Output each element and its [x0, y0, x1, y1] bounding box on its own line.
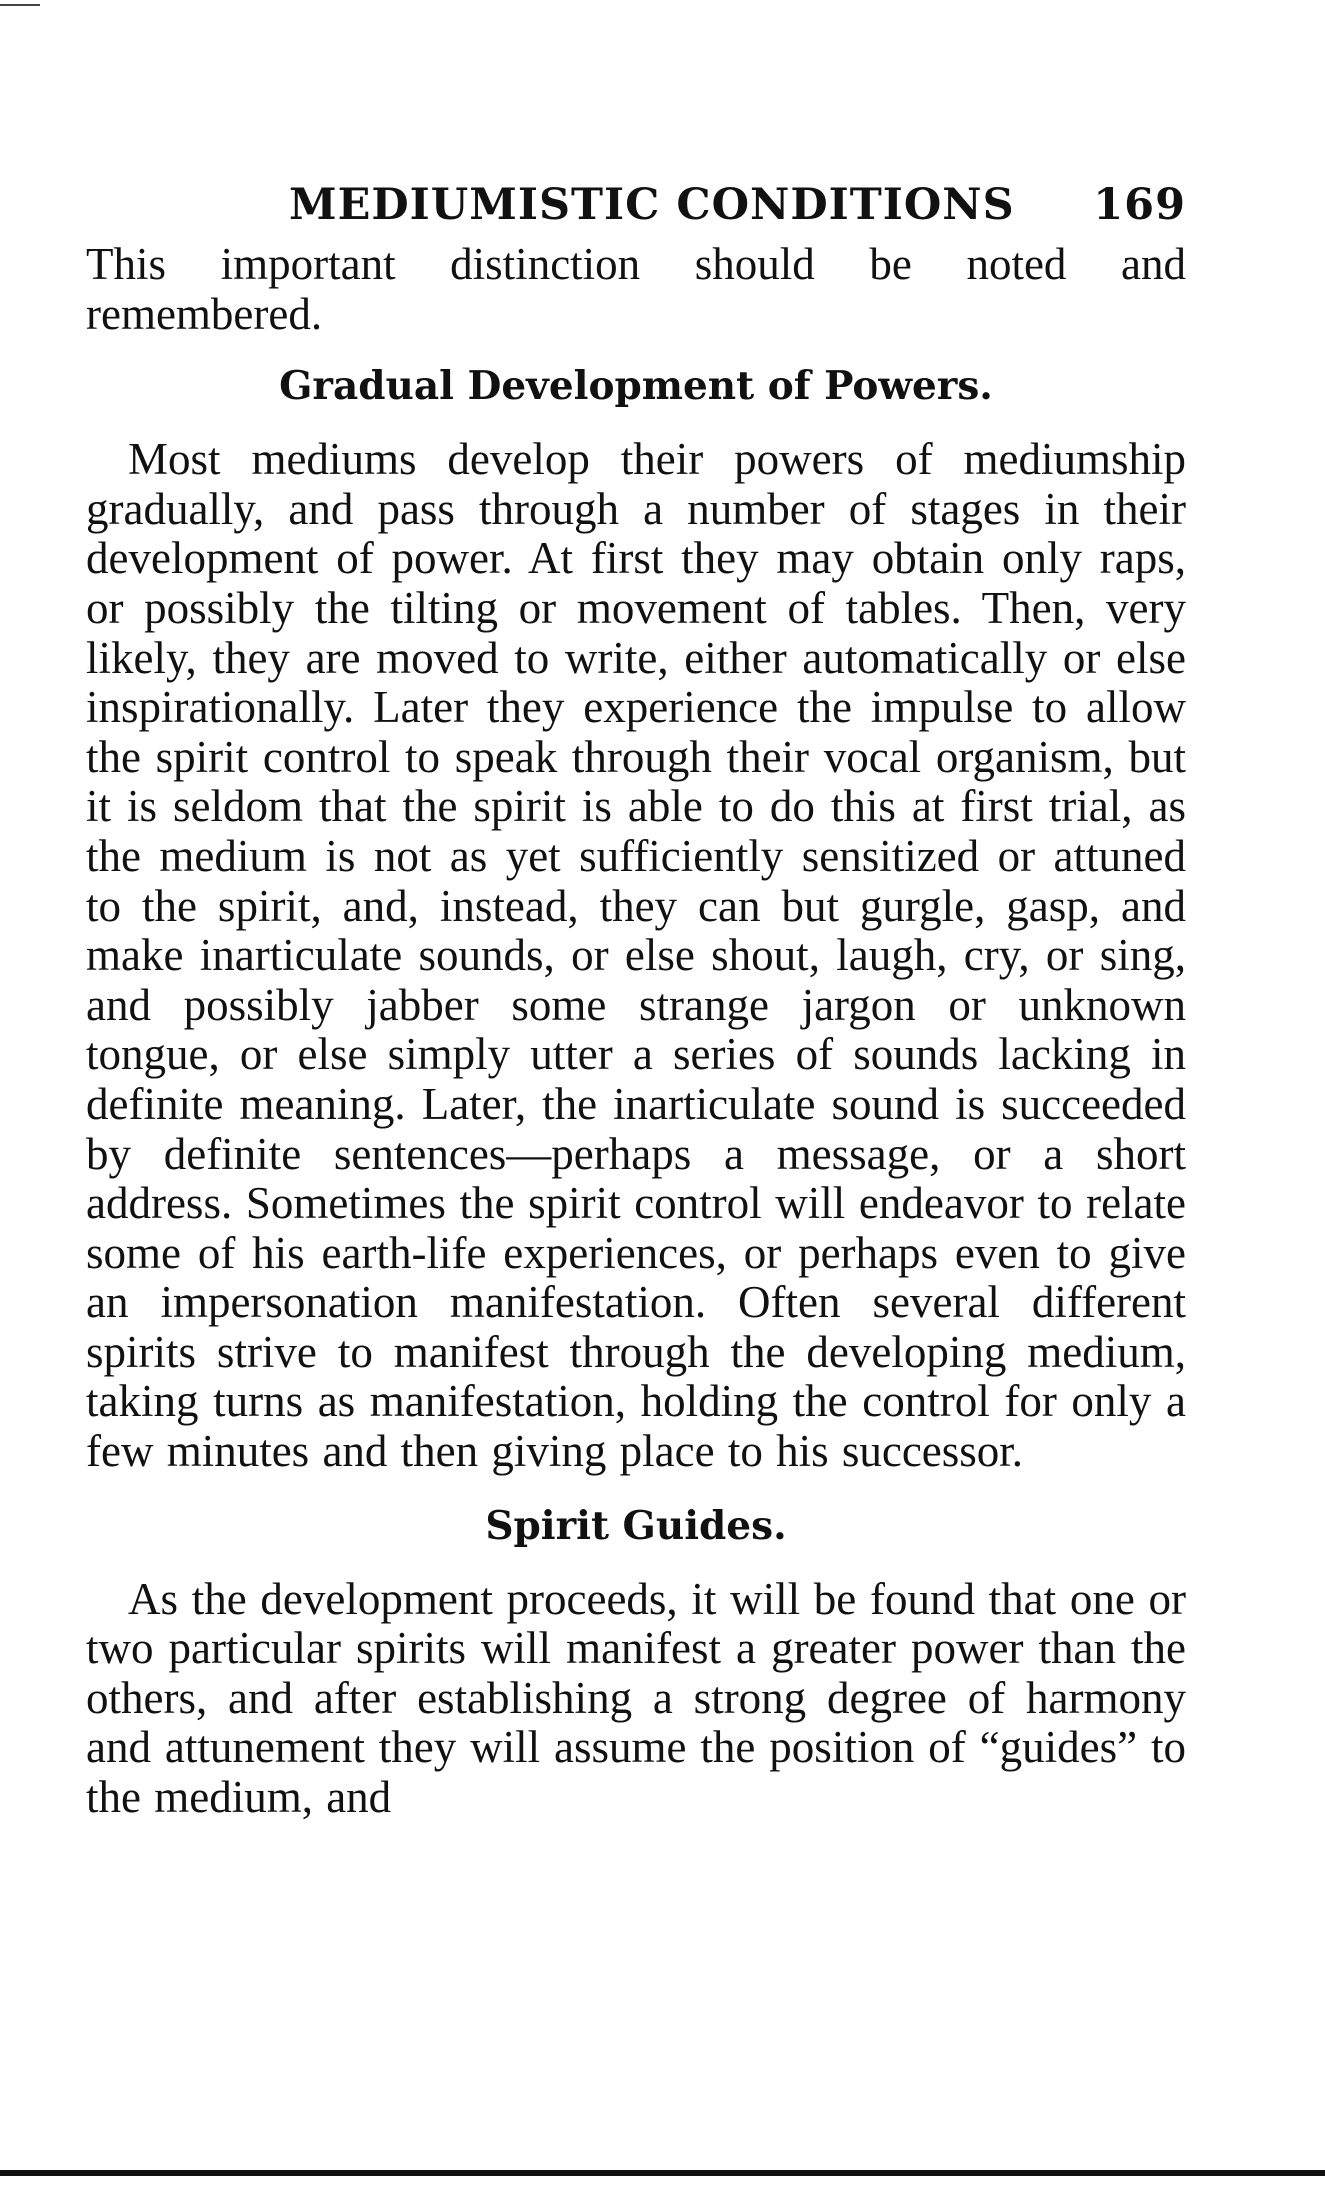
section-body-gradual-development: Most mediums develop their powers of mediumship gradually, and pass through a number of stages in their development of power. At first they may obtain only raps, or possibly the tilting or movement of tables. Then, very likely, they are moved to write, either automatically or else inspirationally. Later they experience the impulse to allow the spirit control to speak through their vocal organism, but it is seldom that the spirit is able to do this at first trial, as the medium is not as yet sufficiently sensitized or attuned to the spirit, and, instead, they can but gurgle, gasp, and make inarticulate sounds, or else shout, laugh, cry, or sing, and possibly jabber some strange jargon or unknown tongue, or else simply utter a series of sounds lacking in definite meaning. Later, the inarticulate sound is succeeded by definite sentences—perhaps a message, or a short address. Sometimes the spirit control will endeavor to relate some of his earth-life experiences, or perhaps even to give an impersonation manifestation. Often several different spirits strive to manifest through the developing medium, taking turns as manifestation, holding the control for only a few minutes and then giving place to his successor.: [86, 434, 1186, 1477]
book-page: [86, 170, 1186, 1823]
opening-paragraph: This important distinction should be noted and remembered.: [86, 239, 1186, 339]
page-bottom-rule: [0, 2170, 1325, 2176]
page-number: 169: [1093, 180, 1186, 230]
section-body-spirit-guides: As the development proceeds, it will be found that one or two particular spirits will manifest a greater power than the others, and after establishing a strong degree of harmony and attunement they will assume the position of “guides” to the medium, and: [86, 1573, 1186, 1823]
running-title: MEDIUMISTIC CONDITIONS: [289, 180, 1015, 230]
section-heading-spirit-guides: Spirit Guides.: [485, 1502, 787, 1549]
section-heading-gradual-development: Gradual Development of Powers.: [279, 363, 993, 410]
scan-corner-mark: [0, 4, 40, 6]
running-head: [86, 170, 1186, 240]
